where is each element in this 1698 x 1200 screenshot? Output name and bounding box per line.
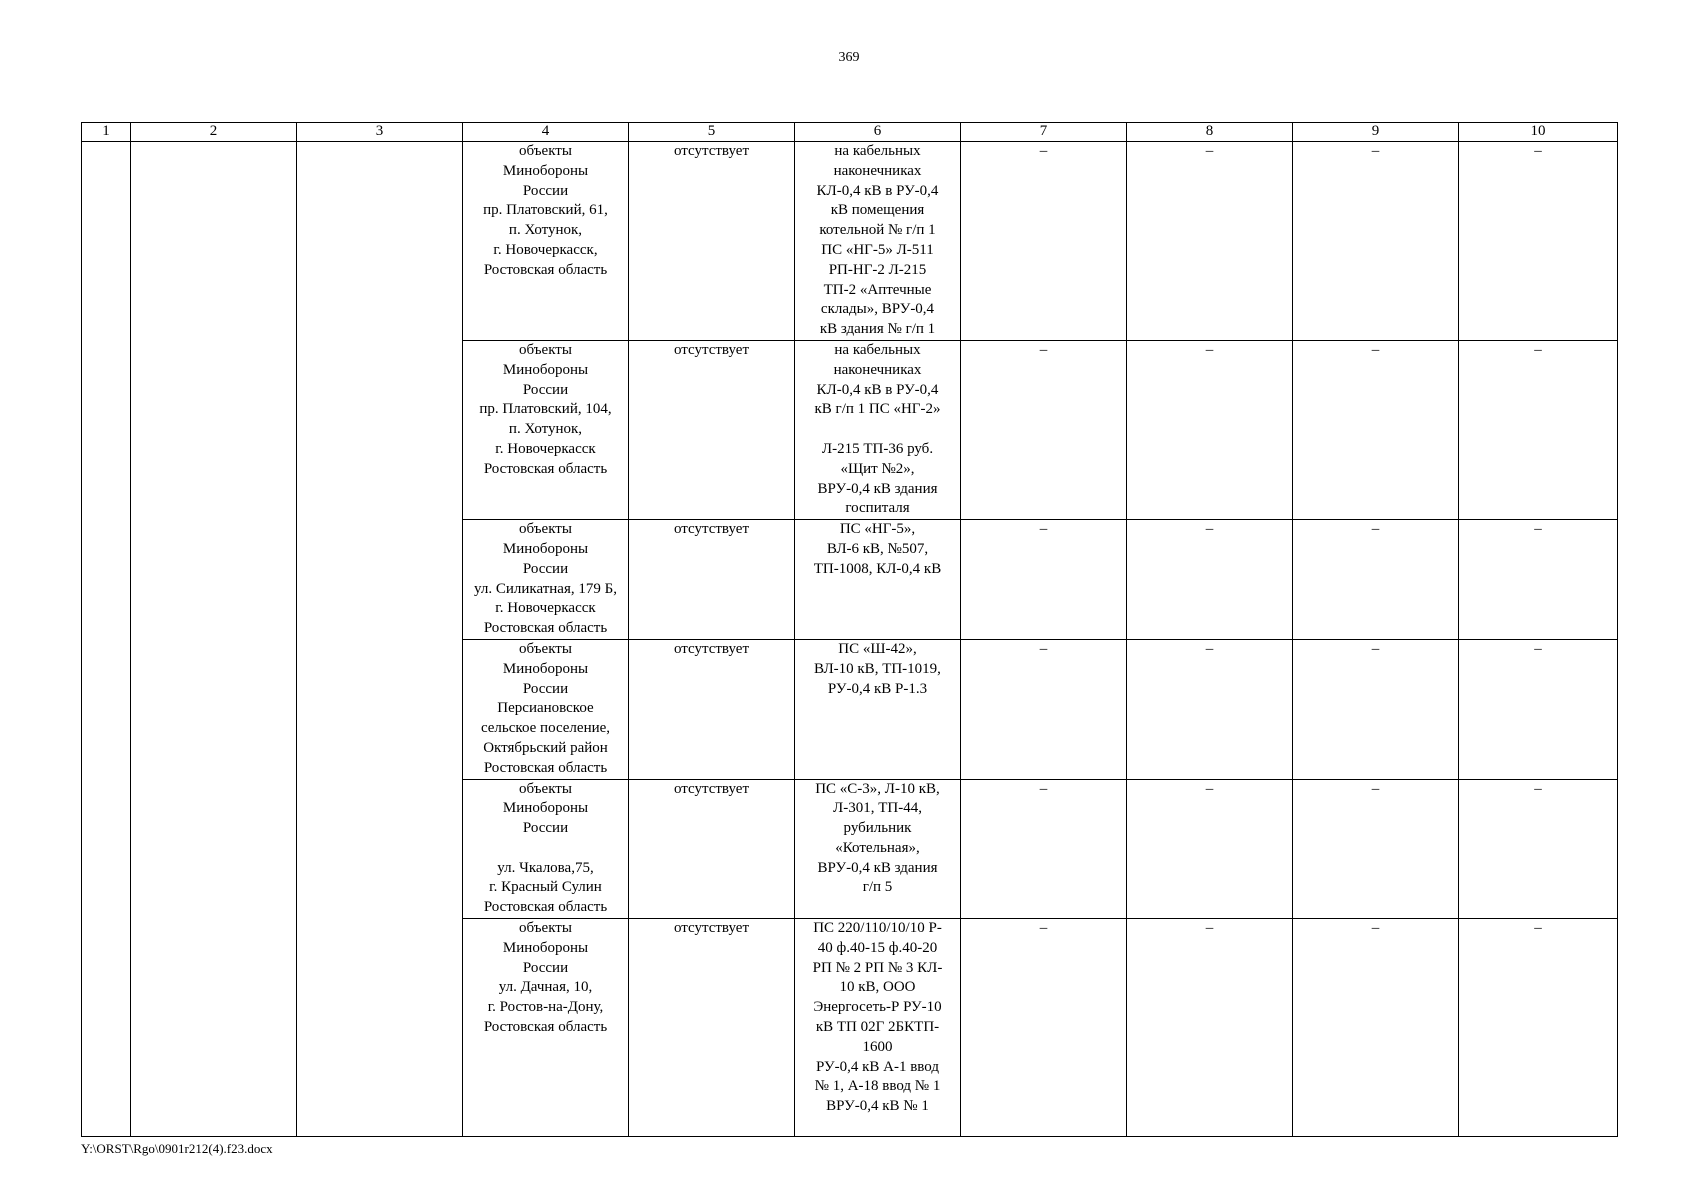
object-cell: объекты Минобороны России ул. Дачная, 10, г. Ростов-на-Дону, Ростовская область — [463, 919, 629, 1137]
column-header: 8 — [1127, 123, 1293, 142]
column-number-row — [82, 123, 1618, 142]
connection-cell: ПС «Ш-42», ВЛ-10 кВ, ТП-1019, РУ-0,4 кВ Р-1.3 — [795, 639, 961, 779]
dash-cell: – — [1459, 779, 1618, 919]
dash-cell: – — [1459, 142, 1618, 341]
connection-cell: на кабельных наконечниках КЛ-0,4 кВ в РУ-0,4 кВ г/п 1 ПС «НГ-2» Л-215 ТП-36 руб. «Щит №2», ВРУ-0,4 кВ здания госпиталя — [795, 340, 961, 519]
dash-cell: – — [1293, 520, 1459, 640]
dash-cell: – — [961, 779, 1127, 919]
dash-cell: – — [1127, 142, 1293, 341]
dash-cell: – — [1459, 919, 1618, 1137]
status-cell: отсутствует — [629, 142, 795, 341]
connection-cell: ПС «НГ-5», ВЛ-6 кВ, №507, ТП-1008, КЛ-0,4 кВ — [795, 520, 961, 640]
dash-cell: – — [1127, 639, 1293, 779]
dash-cell: – — [1293, 340, 1459, 519]
column-header: 9 — [1293, 123, 1459, 142]
dash-cell: – — [961, 340, 1127, 519]
dash-cell: – — [1293, 142, 1459, 341]
merged-cell-col2 — [131, 142, 297, 1137]
dash-cell: – — [1127, 919, 1293, 1137]
object-cell: объекты Минобороны России ул. Силикатная, 179 Б, г. Новочеркасск Ростовская область — [463, 520, 629, 640]
status-cell: отсутствует — [629, 340, 795, 519]
object-cell: объекты Минобороны России пр. Платовский, 61, п. Хотунок, г. Новочеркасск, Ростовская область — [463, 142, 629, 341]
dash-cell: – — [1127, 340, 1293, 519]
status-cell: отсутствует — [629, 919, 795, 1137]
dash-cell: – — [961, 520, 1127, 640]
dash-cell: – — [1293, 639, 1459, 779]
dash-cell: – — [1459, 340, 1618, 519]
column-header: 10 — [1459, 123, 1618, 142]
table-row — [82, 142, 1618, 341]
merged-cell-col3 — [297, 142, 463, 1137]
merged-cell-col1 — [82, 142, 131, 1137]
column-header: 1 — [82, 123, 131, 142]
column-header: 3 — [297, 123, 463, 142]
connection-cell: на кабельных наконечниках КЛ-0,4 кВ в РУ-0,4 кВ помещения котельной № г/п 1 ПС «НГ-5» Л-511 РП-НГ-2 Л-215 ТП-2 «Аптечные склады», ВРУ-0,4 кВ здания № г/п 1 — [795, 142, 961, 341]
object-cell: объекты Минобороны России Персиановское сельское поселение, Октябрьский район Ростовская область — [463, 639, 629, 779]
column-header: 7 — [961, 123, 1127, 142]
document-table — [81, 122, 1618, 1137]
dash-cell: – — [1293, 779, 1459, 919]
status-cell: отсутствует — [629, 779, 795, 919]
column-header: 2 — [131, 123, 297, 142]
dash-cell: – — [961, 919, 1127, 1137]
page-number: 369 — [838, 50, 860, 65]
column-header: 6 — [795, 123, 961, 142]
dash-cell: – — [1127, 779, 1293, 919]
object-cell: объекты Минобороны России ул. Чкалова,75, г. Красный Сулин Ростовская область — [463, 779, 629, 919]
dash-cell: – — [961, 142, 1127, 341]
dash-cell: – — [1459, 520, 1618, 640]
dash-cell: – — [1459, 639, 1618, 779]
dash-cell: – — [1293, 919, 1459, 1137]
dash-cell: – — [961, 639, 1127, 779]
status-cell: отсутствует — [629, 639, 795, 779]
column-header: 5 — [629, 123, 795, 142]
object-cell: объекты Минобороны России пр. Платовский, 104, п. Хотунок, г. Новочеркасск Ростовская область — [463, 340, 629, 519]
column-header: 4 — [463, 123, 629, 142]
dash-cell: – — [1127, 520, 1293, 640]
status-cell: отсутствует — [629, 520, 795, 640]
file-path-footer: Y:\ORST\Rgo\0901r212(4).f23.docx — [81, 1141, 273, 1156]
connection-cell: ПС 220/110/10/10 Р- 40 ф.40-15 ф.40-20 РП № 2 РП № 3 КЛ- 10 кВ, ООО Энергосеть-Р РУ-10 кВ ТП 02Г 2БКТП- 1600 РУ-0,4 кВ А-1 ввод № 1, А-18 ввод № 1 ВРУ-0,4 кВ № 1 — [795, 919, 961, 1137]
connection-cell: ПС «С-3», Л-10 кВ, Л-301, ТП-44, рубильник «Котельная», ВРУ-0,4 кВ здания г/п 5 — [795, 779, 961, 919]
